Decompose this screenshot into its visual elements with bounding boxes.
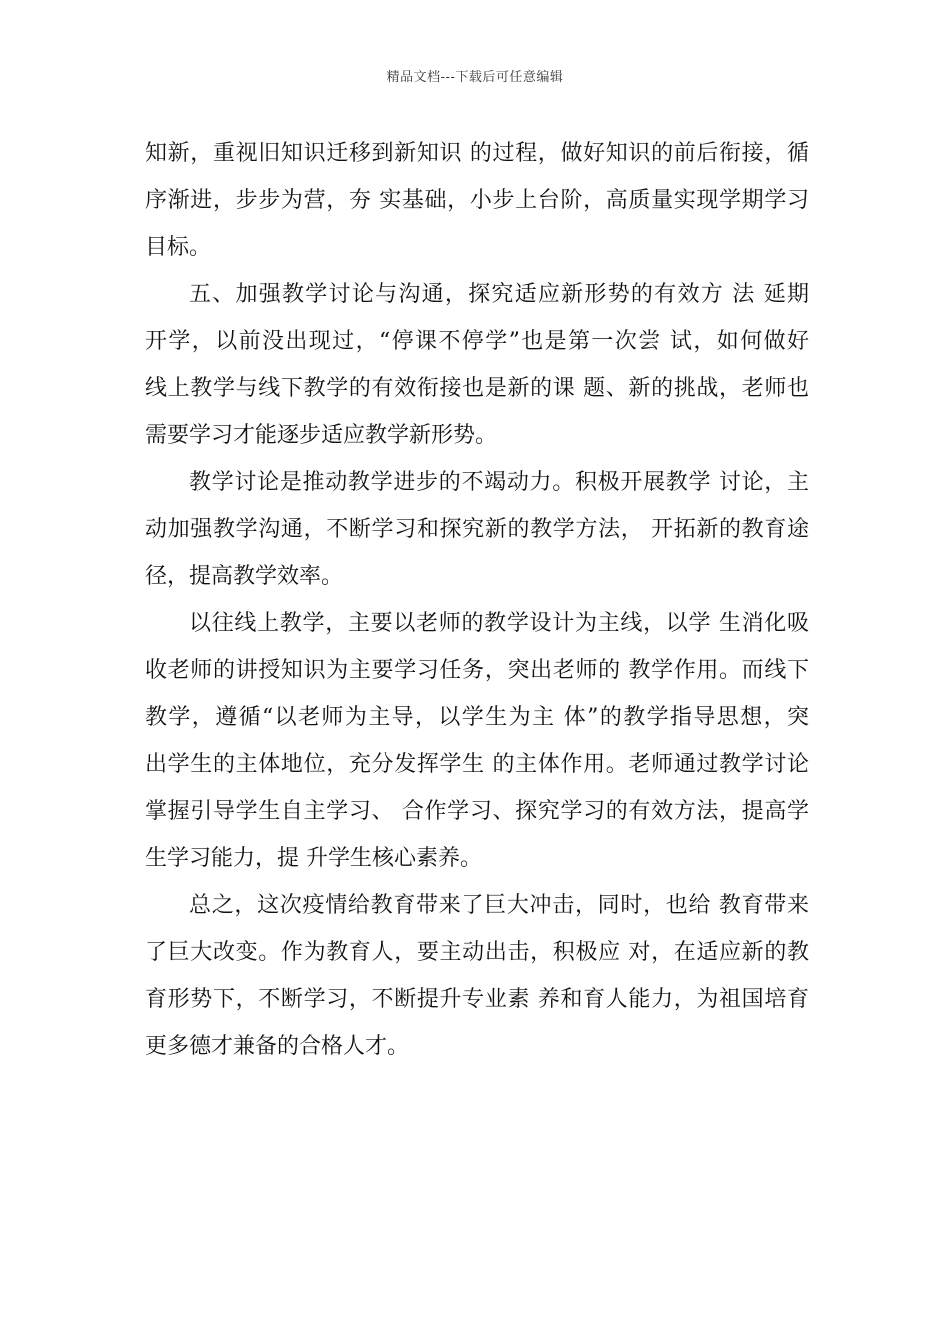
paragraph-1 [145, 130, 809, 271]
paragraph-line: 需要学习才能逐步适应教学新形势。 [145, 423, 498, 448]
paragraph-line: 线上教学与线下教学的有效衔接也是新的课 题、新的挑战，老师也 [145, 376, 809, 401]
page-header: 精品文档---下载后可任意编辑 [386, 70, 564, 85]
paragraph-line: 育形势下，不断学习，不断提升专业素 养和育人能力，为祖国培育 [145, 987, 809, 1012]
paragraph-line: 总之，这次疫情给教育带来了巨大冲击，同时，也给 教育带来 [189, 893, 809, 918]
paragraph-3 [145, 459, 809, 600]
paragraph-line: 教学，遵循“以老师为主导，以学生为主 体”的教学指导思想，突 [145, 705, 809, 730]
paragraph-line: 径，提高教学效率。 [145, 564, 344, 589]
paragraph-line: 目标。 [145, 235, 212, 260]
paragraph-line: 更多德才兼备的合格人才。 [145, 1034, 410, 1059]
paragraph-line: 了巨大改变。作为教育人，要主动出击，积极应 对，在适应新的教 [145, 940, 809, 965]
paragraph-2 [145, 271, 809, 459]
paragraph-line: 开学，以前没出现过，“停课不停学”也是第一次尝 试，如何做好 [145, 329, 809, 354]
paragraph-line: 以往线上教学，主要以老师的教学设计为主线，以学 生消化吸 [189, 611, 809, 636]
paragraph-line: 序渐进，步步为营，夯 实基础，小步上台阶，高质量实现学期学习 [145, 188, 809, 213]
paragraph-line: 五、加强教学讨论与沟通，探究适应新形势的有效方 法 延期 [189, 282, 809, 307]
paragraph-line: 掌握引导学生自主学习、 合作学习、探究学习的有效方法，提高学 [145, 799, 809, 824]
paragraph-line: 出学生的主体地位，充分发挥学生 的主体作用。老师通过教学讨论 [145, 752, 809, 777]
paragraph-line: 生学习能力，提 升学生核心素养。 [145, 846, 482, 871]
paragraph-line: 知新，重视旧知识迁移到新知识 的过程，做好知识的前后衔接，循 [145, 141, 809, 166]
document-body [145, 130, 809, 1070]
paragraph-line: 收老师的讲授知识为主要学习任务，突出老师的 教学作用。而线下 [145, 658, 809, 683]
paragraph-5 [145, 882, 809, 1070]
paragraph-line: 教学讨论是推动教学进步的不竭动力。积极开展教学 讨论，主 [189, 470, 809, 495]
paragraph-4 [145, 600, 809, 882]
paragraph-line: 动加强教学沟通，不断学习和探究新的教学方法， 开拓新的教育途 [145, 517, 809, 542]
